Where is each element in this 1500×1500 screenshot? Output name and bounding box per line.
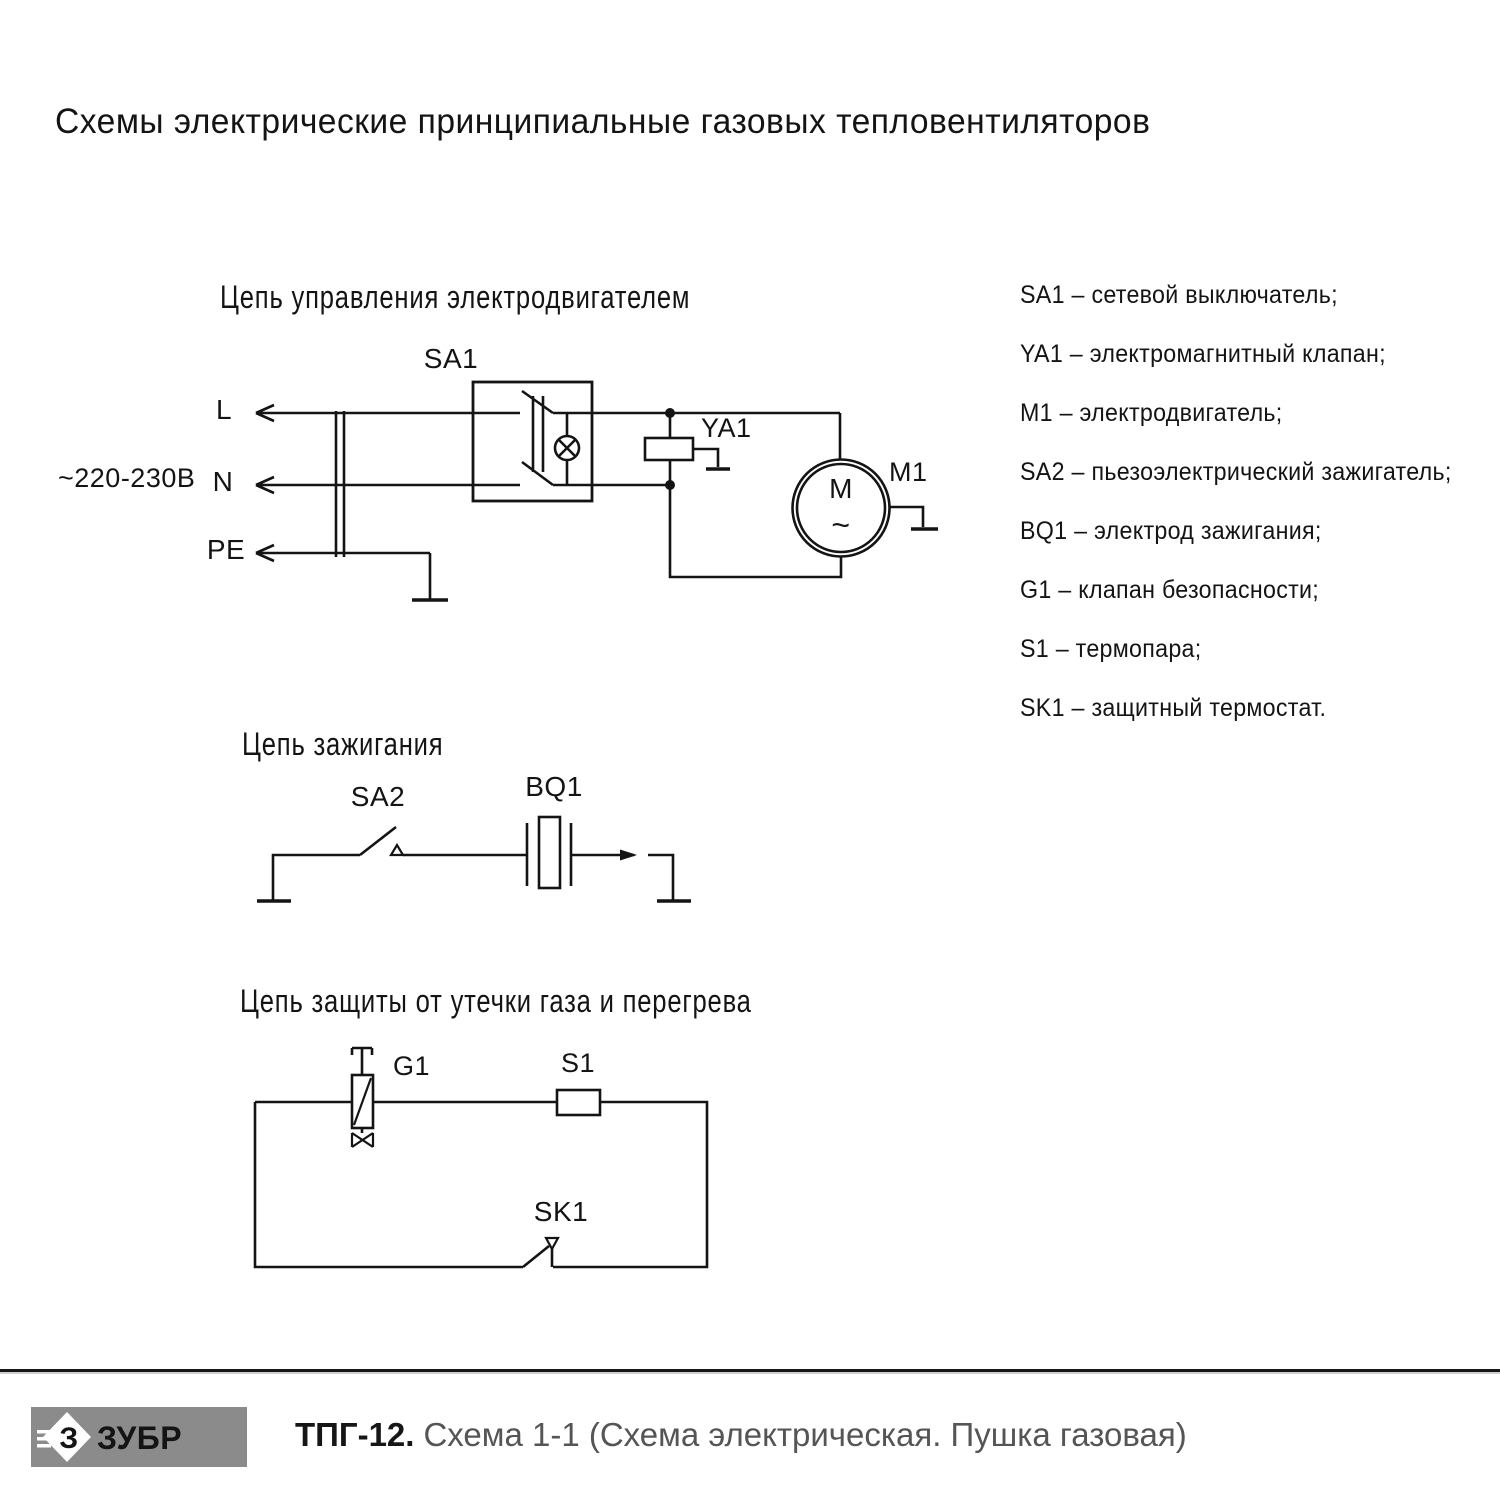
protection-circuit-title: Цепь защиты от утечки газа и перегрева <box>240 983 752 1019</box>
page-title: Схемы электрические принципиальные газовых тепловентиляторов <box>55 102 1151 141</box>
ignition-circuit-title: Цепь зажигания <box>242 726 444 762</box>
zubr-stripe <box>37 1430 55 1434</box>
legend-item: SA2 – пьезоэлектрический зажигатель; <box>1020 458 1452 486</box>
sa2-contact-triangle <box>391 845 403 855</box>
sa1-label: SA1 <box>423 343 479 374</box>
footer-model: ТПГ-12. <box>295 1416 415 1453</box>
s1-thermocouple-body <box>557 1090 600 1115</box>
bq1-electrode-body <box>539 817 560 888</box>
bq1-label: BQ1 <box>525 771 583 802</box>
zubr-diamond-letter: З <box>59 1422 79 1455</box>
terminal-pe-label: PE <box>206 534 246 565</box>
s1-label: S1 <box>560 1048 596 1078</box>
legend-item: YA1 – электромагнитный клапан; <box>1020 340 1386 368</box>
spark-arrow-icon <box>620 850 637 861</box>
sk1-label: SK1 <box>533 1196 589 1227</box>
zubr-stripe <box>37 1444 51 1448</box>
protection-circuit <box>255 1048 707 1267</box>
ignition-circuit <box>257 771 691 901</box>
zubr-logo-text: ЗУБР <box>97 1420 183 1456</box>
m1-label: M1 <box>889 457 928 487</box>
legend-item: BQ1 – электрод зажигания; <box>1020 517 1322 545</box>
sa2-label: SA2 <box>350 781 406 812</box>
junction-dot <box>665 408 675 418</box>
footer-caption: Схема 1-1 (Схема электрическая. Пушка газовая) <box>423 1416 1187 1453</box>
legend-item: G1 – клапан безопасности; <box>1020 576 1320 604</box>
footer-caption-line <box>295 1415 1187 1455</box>
zubr-logo <box>31 1407 247 1467</box>
motor-letter: М <box>829 473 853 504</box>
footer-divider <box>0 1369 1500 1374</box>
wire-path <box>255 1048 707 1267</box>
legend-item: SK1 – защитный термостат. <box>1020 694 1327 722</box>
motor-control-circuit <box>58 343 938 600</box>
legend-item: S1 – термопара; <box>1020 635 1202 663</box>
terminal-l-label: L <box>215 394 233 425</box>
g1-label: G1 <box>393 1051 431 1081</box>
motor-circuit-title: Цепь управления электродвигателем <box>220 279 691 315</box>
ya1-valve-coil <box>645 438 693 460</box>
zubr-logo-canvas <box>31 1407 247 1467</box>
terminal-n-label: N <box>212 466 234 497</box>
g1-valve-bowtie <box>352 1133 373 1147</box>
junction-dot <box>665 480 675 490</box>
legend-item: M1 – электродвигатель; <box>1020 399 1283 427</box>
legend <box>1020 281 1484 753</box>
wire-path <box>273 823 673 900</box>
motor-ac-sign: ~ <box>831 507 851 543</box>
ya1-label: YA1 <box>701 413 752 443</box>
supply-label: ~220-230В <box>58 463 196 493</box>
zubr-stripe <box>37 1437 55 1441</box>
legend-item: SA1 – сетевой выключатель; <box>1020 281 1338 309</box>
